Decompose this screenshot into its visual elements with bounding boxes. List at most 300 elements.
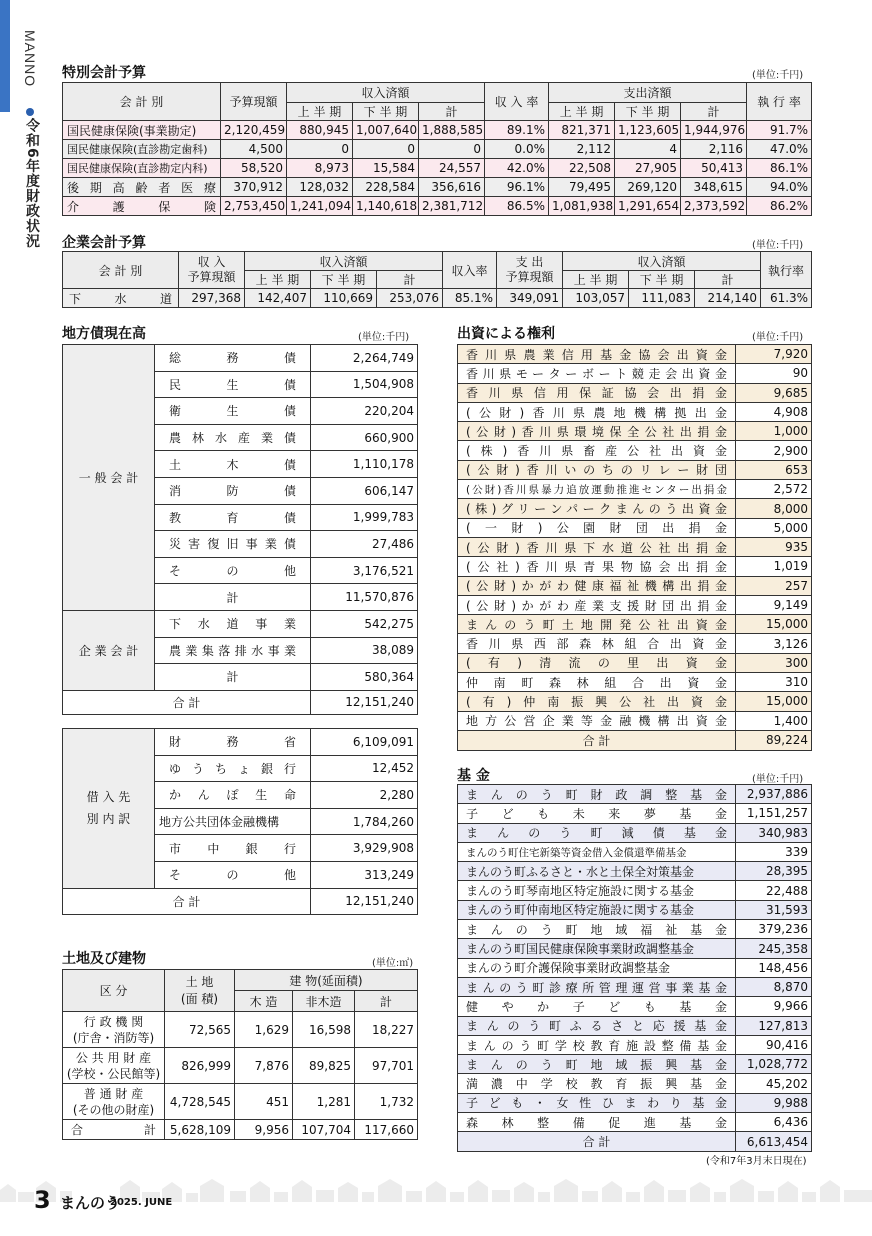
item-name: まんのう町ふるさと応援基金 [458, 1016, 736, 1035]
col-total: 計 [377, 271, 443, 289]
table-row [458, 997, 812, 1016]
item-name: 公 共 用 財 産 (学校・公民館等) [63, 1048, 165, 1084]
magazine-logo: まんのう [60, 1194, 121, 1212]
item-name: まんのう町介護保険事業財政調整基金 [458, 958, 736, 977]
table-row [458, 383, 812, 402]
item-name: 満濃中学校教育振興基金 [458, 1074, 736, 1093]
cell: 2,937,886 [736, 785, 812, 804]
table-row [458, 1132, 812, 1152]
cell: 1,028,772 [736, 1055, 812, 1074]
item-name: 仲南町森林組合出資金 [458, 673, 736, 692]
cell: 1,629 [235, 1012, 293, 1048]
cell: 214,140 [695, 289, 761, 308]
col-h2: 下 半 期 [615, 103, 681, 121]
item-name: 農 業 集 落 排 水 事 業 [155, 637, 311, 664]
total-label: 合 計 [63, 690, 311, 714]
col-land: 土 地 (面 積) [165, 970, 235, 1012]
col-total: 計 [355, 991, 418, 1012]
cell: 340,983 [736, 823, 812, 842]
cell: 38,089 [311, 637, 418, 664]
debt-unit: (単位:千円) [358, 332, 410, 343]
cell: 2,112 [549, 140, 615, 159]
col-h1: 上 半 期 [287, 103, 353, 121]
col-h1: 上 半 期 [549, 103, 615, 121]
group-label: 企 業 会 計 [63, 610, 155, 690]
col-income-rate: 収 入 率 [485, 83, 549, 121]
cell: 821,371 [549, 121, 615, 140]
table-row [458, 939, 812, 958]
table-row [63, 1048, 418, 1084]
enterprise-budget-table [62, 251, 812, 308]
cell: 12,151,240 [311, 888, 418, 914]
item-name: まんのう町琴南地区特定施設に関する基金 [458, 881, 736, 900]
cell: 1,081,938 [549, 197, 615, 216]
table-row [458, 441, 812, 460]
cell: 28,395 [736, 862, 812, 881]
cell: 1,000 [736, 422, 812, 441]
special-budget-title: 特別会計予算 [62, 65, 146, 81]
item-name: (公社)香川県青果物協会出捐金 [458, 557, 736, 576]
cell: 1,999,783 [311, 504, 418, 531]
col-total: 計 [695, 271, 761, 289]
table-row [458, 499, 812, 518]
item-name: まんのう町仲南地区特定施設に関する基金 [458, 900, 736, 919]
cell: 1,019 [736, 557, 812, 576]
cell: 339 [736, 842, 812, 861]
cell: 31,593 [736, 900, 812, 919]
cell: 15,584 [353, 159, 419, 178]
cell: 2,116 [681, 140, 747, 159]
cell: 269,120 [615, 178, 681, 197]
item-name: そ の 他 [155, 861, 311, 888]
item-name: 地方公営企業等金融機構出資金 [458, 711, 736, 730]
item-name: (株)香川県畜産公社出資金 [458, 441, 736, 460]
item-name: (公財)香川県暴力追放運動推進センター出捐金 [458, 480, 736, 499]
cell: 0 [419, 140, 485, 159]
subtotal-label: 計 [155, 664, 311, 691]
item-name: 市 中 銀 行 [155, 835, 311, 862]
col-nonwood: 非木造 [293, 991, 355, 1012]
col-total: 計 [419, 103, 485, 121]
cell: 1,123,605 [615, 121, 681, 140]
col-expense: 収入済額 [563, 252, 761, 271]
col-account: 会 計 別 [63, 252, 179, 289]
table-row [458, 823, 812, 842]
item-name: (公財)香川いのちのリレー財団 [458, 460, 736, 479]
table-row [458, 977, 812, 996]
cell: 89,224 [736, 730, 812, 750]
cell: 89,825 [293, 1048, 355, 1084]
cell: 148,456 [736, 958, 812, 977]
col-h2: 下 半 期 [311, 271, 377, 289]
col-expense-budget: 支 出 予算現額 [497, 252, 563, 289]
cell: 451 [235, 1084, 293, 1120]
item-name: 子ども未来夢基金 [458, 804, 736, 823]
table-row [63, 197, 812, 216]
item-name: 普 通 財 産 (その他の財産) [63, 1084, 165, 1120]
enterprise-budget-unit: (単位:千円) [752, 240, 804, 251]
item-name: (一財)公園財団出捐金 [458, 518, 736, 537]
table-row [458, 422, 812, 441]
account-name: 下 水 道 [63, 289, 179, 308]
table-row [458, 480, 812, 499]
item-name: 総 務 債 [155, 345, 311, 372]
cell: 228,584 [353, 178, 419, 197]
cell: 7,876 [235, 1048, 293, 1084]
cell: 370,912 [221, 178, 287, 197]
item-name: まんのう町住宅新築等資金借入金償還準備基金 [458, 842, 736, 861]
cell: 22,508 [549, 159, 615, 178]
cell: 8,973 [287, 159, 353, 178]
table-row [63, 121, 812, 140]
cell: 2,373,592 [681, 197, 747, 216]
cell: 606,147 [311, 477, 418, 504]
table-row [458, 1035, 812, 1054]
cell: 9,149 [736, 595, 812, 614]
item-name: か ん ぽ 生 命 [155, 782, 311, 809]
item-name: (公財)香川県農地機構拠出金 [458, 402, 736, 421]
table-row [458, 711, 812, 730]
table-row [458, 804, 812, 823]
total-label: 合 計 [458, 1132, 736, 1152]
cell: 58,520 [221, 159, 287, 178]
item-name: まんのう町診療所管理運営事業基金 [458, 977, 736, 996]
cell: 6,613,454 [736, 1132, 812, 1152]
cell: 310 [736, 673, 812, 692]
cell: 47.0% [747, 140, 812, 159]
item-name: 森林整備促進基金 [458, 1113, 736, 1132]
item-name: 香川県西部森林組合出資金 [458, 634, 736, 653]
table-row [63, 610, 418, 637]
cell: 22,488 [736, 881, 812, 900]
account-name: 介 護 保 険 [63, 197, 221, 216]
cell: 2,381,712 [419, 197, 485, 216]
bullet-dot-icon [26, 108, 34, 116]
cell: 8,000 [736, 499, 812, 518]
cell: 4,908 [736, 402, 812, 421]
cell: 142,407 [245, 289, 311, 308]
table-row [458, 1113, 812, 1132]
total-label: 合 計 [63, 888, 311, 914]
cell: 1,151,257 [736, 804, 812, 823]
cell: 1,944,976 [681, 121, 747, 140]
total-label: 合 計 [458, 730, 736, 750]
col-h2: 下 半 期 [629, 271, 695, 289]
cell: 42.0% [485, 159, 549, 178]
special-budget-table [62, 82, 812, 216]
col-h1: 上 半 期 [563, 271, 629, 289]
cell: 6,109,091 [311, 729, 418, 756]
cell: 103,057 [563, 289, 629, 308]
item-name: 民 生 債 [155, 371, 311, 398]
cell: 97,701 [355, 1048, 418, 1084]
cell: 96.1% [485, 178, 549, 197]
funds-note: (令和7年3月末日現在) [706, 1156, 807, 1167]
table-row [63, 289, 812, 308]
cell: 0 [287, 140, 353, 159]
item-name: まんのう町財政調整基金 [458, 785, 736, 804]
cell: 1,400 [736, 711, 812, 730]
item-name: まんのう町地域振興基金 [458, 1055, 736, 1074]
cell: 18,227 [355, 1012, 418, 1048]
table-row [458, 364, 812, 383]
item-name: まんのう町学校教育施設整備基金 [458, 1035, 736, 1054]
account-name: 国民健康保険(事業勘定) [63, 121, 221, 140]
land-unit: (単位:㎡) [372, 958, 414, 969]
cell: 61.3% [761, 289, 812, 308]
subtotal-label: 計 [155, 584, 311, 611]
item-name: そ の 他 [155, 557, 311, 584]
table-row [458, 692, 812, 711]
cell: 12,452 [311, 755, 418, 782]
item-name: 香川県信用保証協会出捐金 [458, 383, 736, 402]
cell: 542,275 [311, 610, 418, 637]
cell: 580,364 [311, 664, 418, 691]
cell: 257 [736, 576, 812, 595]
cell: 1,732 [355, 1084, 418, 1120]
cell: 245,358 [736, 939, 812, 958]
cell: 86.2% [747, 197, 812, 216]
cell: 1,504,908 [311, 371, 418, 398]
table-row [63, 1012, 418, 1048]
account-name: 国民健康保険(直診勘定歯科) [63, 140, 221, 159]
investment-table [457, 344, 812, 751]
accent-bar [0, 0, 10, 112]
cell: 5,000 [736, 518, 812, 537]
cell: 91.7% [747, 121, 812, 140]
special-budget-unit: (単位:千円) [752, 70, 804, 81]
brand-logo: MANNO [22, 30, 38, 88]
cell: 15,000 [736, 692, 812, 711]
cell: 297,368 [179, 289, 245, 308]
cell: 9,956 [235, 1120, 293, 1140]
item-name: (公財)かがわ産業支援財団出捐金 [458, 595, 736, 614]
table-row [63, 888, 418, 914]
cell: 9,988 [736, 1093, 812, 1112]
cell: 1,110,178 [311, 451, 418, 478]
cell: 1,291,654 [615, 197, 681, 216]
table-row [63, 178, 812, 197]
col-total: 計 [681, 103, 747, 121]
table-row [458, 518, 812, 537]
table-row [458, 881, 812, 900]
table-row [458, 862, 812, 881]
cell: 935 [736, 537, 812, 556]
cell: 2,753,450 [221, 197, 287, 216]
account-name: 国民健康保険(直診勘定内科) [63, 159, 221, 178]
cell: 2,264,749 [311, 345, 418, 372]
cell: 660,900 [311, 424, 418, 451]
table-row [458, 615, 812, 634]
cell: 4 [615, 140, 681, 159]
cell: 0.0% [485, 140, 549, 159]
cell: 15,000 [736, 615, 812, 634]
item-name: まんのう町地域福祉基金 [458, 920, 736, 939]
table-row [458, 653, 812, 672]
cell: 79,495 [549, 178, 615, 197]
table-row [63, 345, 418, 372]
cell: 110,669 [311, 289, 377, 308]
item-name: 香川県農業信用基金協会出資金 [458, 345, 736, 364]
cell: 2,120,459 [221, 121, 287, 140]
cell: 349,091 [497, 289, 563, 308]
investment-unit: (単位:千円) [752, 332, 804, 343]
col-h1: 上 半 期 [245, 271, 311, 289]
cell: 356,616 [419, 178, 485, 197]
cell: 9,685 [736, 383, 812, 402]
cell: 107,704 [293, 1120, 355, 1140]
total-label: 合 計 [63, 1120, 165, 1140]
item-name: 下 水 道 事 業 [155, 610, 311, 637]
cell: 86.1% [747, 159, 812, 178]
cell: 4,500 [221, 140, 287, 159]
table-row [458, 402, 812, 421]
account-name: 後 期 高 齢 者 医 療 [63, 178, 221, 197]
funds-table [457, 784, 812, 1152]
item-name: 行 政 機 関 (庁舎・消防等) [63, 1012, 165, 1048]
cell: 117,660 [355, 1120, 418, 1140]
cell: 72,565 [165, 1012, 235, 1048]
table-row [458, 537, 812, 556]
cell: 90,416 [736, 1035, 812, 1054]
cell: 27,905 [615, 159, 681, 178]
cell: 16,598 [293, 1012, 355, 1048]
table-row [63, 159, 812, 178]
table-row [458, 576, 812, 595]
page-number: 3 [34, 1186, 51, 1214]
section-vertical-title: 令和6年度財政状況 [24, 118, 40, 249]
cell: 2,900 [736, 441, 812, 460]
table-row [458, 920, 812, 939]
col-expense: 支出済額 [549, 83, 747, 103]
cell: 348,615 [681, 178, 747, 197]
table-row [458, 900, 812, 919]
col-h2: 下 半 期 [353, 103, 419, 121]
cell: 89.1% [485, 121, 549, 140]
debt-table [62, 344, 418, 715]
item-name: まんのう町国民健康保険事業財政調整基金 [458, 939, 736, 958]
cell: 313,249 [311, 861, 418, 888]
item-name: 消 防 債 [155, 477, 311, 504]
col-exec-rate: 執 行 率 [747, 83, 812, 121]
col-exec-rate: 執行率 [761, 252, 812, 289]
table-row [458, 842, 812, 861]
funds-title: 基 金 [457, 768, 490, 784]
cell: 1,140,618 [353, 197, 419, 216]
item-name: 土 木 債 [155, 451, 311, 478]
table-row [458, 673, 812, 692]
cell: 5,628,109 [165, 1120, 235, 1140]
col-class: 区 分 [63, 970, 165, 1012]
cell: 12,151,240 [311, 690, 418, 714]
cell: 880,945 [287, 121, 353, 140]
table-row [458, 785, 812, 804]
cell: 9,966 [736, 997, 812, 1016]
item-name: 教 育 債 [155, 504, 311, 531]
cell: 90 [736, 364, 812, 383]
lender-table [62, 728, 418, 915]
cell: 1,007,640 [353, 121, 419, 140]
cell: 220,204 [311, 398, 418, 425]
cell: 1,281 [293, 1084, 355, 1120]
item-name: (有)仲南振興公社出資金 [458, 692, 736, 711]
cell: 85.1% [443, 289, 497, 308]
item-name: 子ども・女性ひまわり基金 [458, 1093, 736, 1112]
col-budget: 予算現額 [221, 83, 287, 121]
cell: 24,557 [419, 159, 485, 178]
item-name: (公財)香川県環境保全公社出捐金 [458, 422, 736, 441]
table-row [458, 595, 812, 614]
land-title: 土地及び建物 [62, 951, 146, 967]
cell: 45,202 [736, 1074, 812, 1093]
cell: 0 [353, 140, 419, 159]
cell: 127,813 [736, 1016, 812, 1035]
table-row [458, 634, 812, 653]
col-building: 建 物(延面積) [235, 970, 418, 991]
cell: 7,920 [736, 345, 812, 364]
cell: 50,413 [681, 159, 747, 178]
col-income: 収入済額 [287, 83, 485, 103]
table-row [458, 1055, 812, 1074]
cell: 2,280 [311, 782, 418, 809]
cell: 300 [736, 653, 812, 672]
table-row [63, 729, 418, 756]
cell: 4,728,545 [165, 1084, 235, 1120]
cell: 3,176,521 [311, 557, 418, 584]
item-name: まんのう町ふるさと・水と土保全対策基金 [458, 862, 736, 881]
cell: 1,241,094 [287, 197, 353, 216]
enterprise-budget-title: 企業会計予算 [62, 235, 146, 251]
table-row [458, 1074, 812, 1093]
item-name: 農 林 水 産 業 債 [155, 424, 311, 451]
issue-date: 2025. JUNE [110, 1197, 173, 1208]
item-name: 衛 生 債 [155, 398, 311, 425]
table-row [63, 140, 812, 159]
item-name: 香川県モーターボート競走会出資金 [458, 364, 736, 383]
cell: 8,870 [736, 977, 812, 996]
group-label: 借 入 先 別 内 訳 [63, 729, 155, 889]
cell: 86.5% [485, 197, 549, 216]
cell: 6,436 [736, 1113, 812, 1132]
cell: 27,486 [311, 531, 418, 558]
item-name: (有)清流の里出資金 [458, 653, 736, 672]
funds-unit: (単位:千円) [752, 774, 804, 785]
cell: 3,929,908 [311, 835, 418, 862]
item-name: (公財)かがわ健康福祉機構出捐金 [458, 576, 736, 595]
cell: 379,236 [736, 920, 812, 939]
item-name: 健やか子ども基金 [458, 997, 736, 1016]
cell: 253,076 [377, 289, 443, 308]
group-label: 一 般 会 計 [63, 345, 155, 611]
table-row [63, 1120, 418, 1140]
table-row [458, 557, 812, 576]
cell: 128,032 [287, 178, 353, 197]
cell: 826,999 [165, 1048, 235, 1084]
cell: 3,126 [736, 634, 812, 653]
cell: 11,570,876 [311, 584, 418, 611]
table-row [63, 1084, 418, 1120]
cell: 111,083 [629, 289, 695, 308]
col-income: 収入済額 [245, 252, 443, 271]
item-name: ゆ う ち ょ 銀 行 [155, 755, 311, 782]
land-table [62, 969, 418, 1140]
table-row [63, 690, 418, 714]
table-row [458, 1016, 812, 1035]
col-wood: 木 造 [235, 991, 293, 1012]
cell: 2,572 [736, 480, 812, 499]
cell: 94.0% [747, 178, 812, 197]
item-name: まんのう町土地開発公社出資金 [458, 615, 736, 634]
